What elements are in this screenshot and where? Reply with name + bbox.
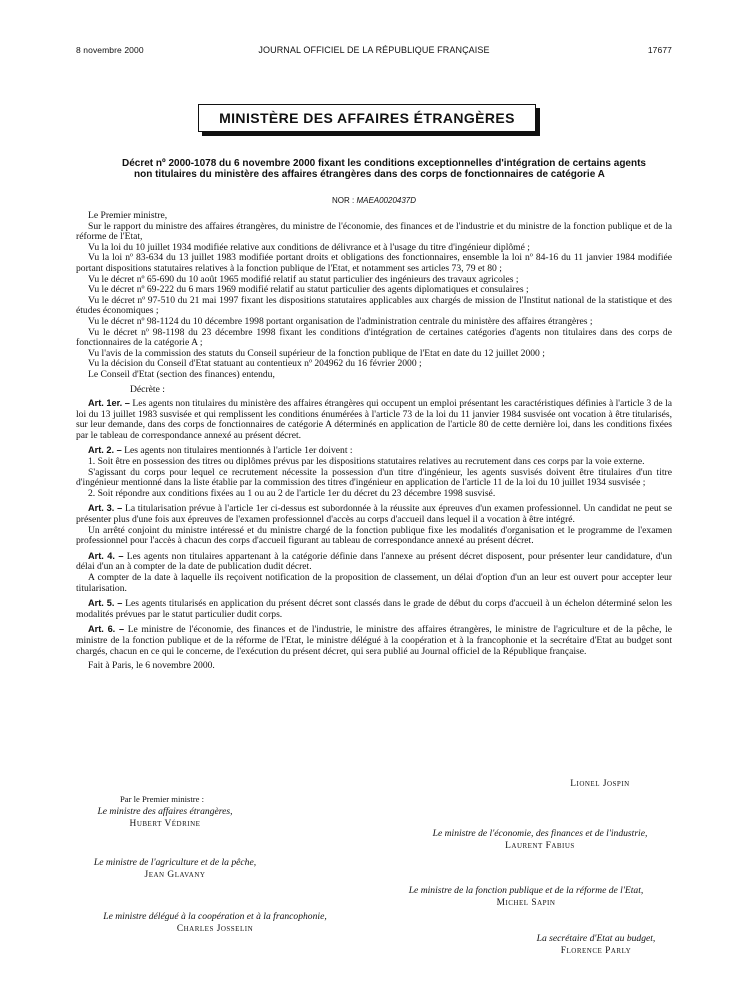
article-label: Art. 6. – [88,624,125,635]
header-journal-title: JOURNAL OFFICIEL DE LA RÉPUBLIQUE FRANÇAISE [258,45,490,55]
article-text: La titularisation prévue à l'article 1er ci-dessus est subordonnée à la réussite aux épreuves d'un examen professionnel. Un candidat ne peut se présenter plus d'une fois aux épreuves de l'examen professionnel d'accès au corps d'accueil dans lequel il a vocation à être intégré. [76,503,672,526]
preamble-line: Vu le décret nº 69-222 du 6 mars 1969 modifié relatif au statut particulier des agents diplomatiques et consulaires ; [88,284,529,296]
article-label: Art. 4. – [88,550,124,561]
preamble-line: Vu le décret nº 97-510 du 21 mai 1997 fixant les dispositions statutaires applicables aux chargés de mission de l'Institut national de la statistique et des études économiques ; [76,294,672,317]
par-le-premier-ministre: Par le Premier ministre : [119,794,204,804]
article-text: Le ministre de l'économie, des finances et de l'industrie, le ministre des affaires étrangères, le ministre de l'agriculture et de la pêche, le ministre de la fonction publique et de la réforme de l'Etat, le ministre délégué à la coopération et à la francophonie et la secrétaire d'Etat au budget sont chargés, chacun en ce qui le concerne, de l'exécution du présent décret, qui sera publié au Journal officiel de la République française. [76,624,672,657]
article-text: Les agents non titulaires appartenant à la catégorie définie dans l'annexe au présent décret disposent, pour présenter leur candidature, d'un délai d'un an à compter de la date de publication dudit décret. [76,550,672,573]
signatory-role: Le ministre de l'économie, des finances et de l'industrie, [432,828,648,839]
article-label: Art. 2. – [88,445,122,456]
nor-value: MAEA0020437D [356,196,417,205]
article-label: Art. 3. – [88,503,123,514]
signatory-name: Lionel Jospin [570,779,630,789]
article-paragraph: 2. Soit répondre aux conditions fixées au 1 ou au 2 de l'article 1er du décret du 23 décembre 1998 susvisé. [88,487,496,499]
signature-economie [400,828,680,852]
signatory-name: Hubert Védrine [129,819,201,829]
preamble-line: Vu l'avis de la commission des statuts du Conseil supérieur de la fonction publique de l'Etat en date du 12 juillet 2000 ; [88,347,545,359]
article-paragraph: S'agissant du corps pour lequel ce recrutement nécessite la possession d'un titre d'ingénieur, les agents susvisés doivent être titulaires d'un titre d'ingénieur mentionné dans la liste établie par la commission des titres d'ingénieur en application de l'article 11 de la loi du 10 juillet 1934 susvisée ; [76,466,672,489]
signatory-name: Charles Josselin [176,924,254,934]
signature-cooperation [70,911,360,935]
nor-label: NOR : [331,196,355,205]
header-page-number: 17677 [647,45,672,55]
signature-agriculture [70,857,280,881]
signatory-role: Le ministre délégué à la coopération et à la francophonie, [103,911,327,922]
article-label: Art. 5. – [88,598,123,609]
signature-budget [516,933,676,957]
ministry-name: MINISTÈRE DES AFFAIRES ÉTRANGÈRES [219,110,515,126]
article-text: Les agents titularisés en application du présent décret sont classés dans le grade de début du corps d'accueil à un échelon déterminé selon les modalités prévues par le statut particulier dudit corps. [76,598,673,620]
signatory-role: La secrétaire d'Etat au budget, [536,933,656,944]
preamble-line: Vu le décret nº 98-1198 du 23 décembre 1998 fixant les conditions d'intégration de certaines catégories d'agents non titulaires dans des corps de fonctionnaires de la catégorie A ; [76,326,672,349]
article-paragraph: A compter de la date à laquelle ils reçoivent notification de la proposition de classement, un délai d'option d'un an leur est ouvert pour accepter leur titularisation. [76,572,672,594]
article-paragraph: Un arrêté conjoint du ministre intéressé et du ministre chargé de la fonction publique fixe les modalités d'organisation et le programme de l'examen professionnel pour l'accès à chacun des corps d'accueil figurant au tableau de correspondance annexé au présent décret. [76,524,672,547]
signatory-name: Florence Parly [560,946,632,956]
preamble-line: Vu le décret nº 98-1124 du 10 décembre 1998 portant organisation de l'administration centrale du ministère des affaires étrangères ; [88,315,593,327]
preamble-line: Vu la loi nº 83-634 du 13 juillet 1983 modifiée portant droits et obligations des fonctionnaires, ensemble la loi nº 84-16 du 11 janvier 1984 modifiée portant dispositions statutaires relatives à la fonction publique de l'Etat, et notamment ses articles 73, 79 et 80 ; [76,252,672,274]
preamble-line: Le Conseil d'Etat (section des finances) entendu, [88,368,275,380]
header-date: 8 novembre 2000 [76,45,144,55]
preamble-line: Vu la décision du Conseil d'Etat statuant au contentieux nº 204962 du 16 février 2000 ; [88,358,422,370]
preamble-line: Le Premier ministre, [88,210,168,221]
done-at-line: Fait à Paris, le 6 novembre 2000. [88,660,215,672]
article-label: Art. 1er. – [88,398,130,409]
signatory-role: Le ministre de l'agriculture et de la pêche, [93,857,257,868]
signatory-name: Laurent Fabius [505,841,575,851]
article-paragraph: 1. Soit être en possession des titres ou diplômes prévus par les dispositions statutaires relatives au recrutement dans ces corps par la voie externe. [88,456,645,468]
article-text: Les agents non titulaires mentionnés à l'article 1er doivent : [124,445,353,457]
preamble-line: Vu le décret nº 65-690 du 10 août 1965 modifié relatif au statut particulier des ingénieurs des travaux agricoles ; [88,273,519,285]
signatory-role: Le ministre des affaires étrangères, [97,806,233,817]
signatory-name: Michel Sapin [496,898,556,908]
preamble-line: Vu la loi du 10 juillet 1934 modifiée relative aux conditions de délivrance et à l'usage du titre d'ingénieur diplômé ; [88,241,530,253]
decrete-line: Décrète : [130,383,165,395]
preamble-line: Sur le rapport du ministre des affaires étrangères, du ministre de l'économie, des finances et de l'industrie et du ministre de la fonction publique et de la réforme de l'Etat, [76,220,672,243]
signatory-role: Le ministre de la fonction publique et de la réforme de l'Etat, [408,885,644,896]
signature-premier [540,778,660,790]
decree-title: Décret nº 2000-1078 du 6 novembre 2000 fixant les conditions exceptionnelles d'intégration de certains agents non titulaires du ministère des affaires étrangères dans des corps de fonctionnaires de catégorie A [122,158,646,180]
signatory-name: Jean Glavany [144,870,206,880]
article-text: Les agents non titulaires du ministère des affaires étrangères qui occupent un emploi présentant les caractéristiques définies à l'article 3 de la loi du 13 juillet 1983 susvisée et qui remplissent les conditions énumérées à l'article 73 de la loi du 11 janvier 1984 susvisée ont vocation à être titularisés, sur leur demande, dans des corps de fonctionnaires de catégorie A déterminés en application de l'article 80 de cette dernière loi, dans les conditions fixées par le tableau de correspondance annexé au présent décret. [76,398,672,441]
signature-affaires-etrangeres [70,806,260,830]
signature-fonction-publique [374,885,678,909]
